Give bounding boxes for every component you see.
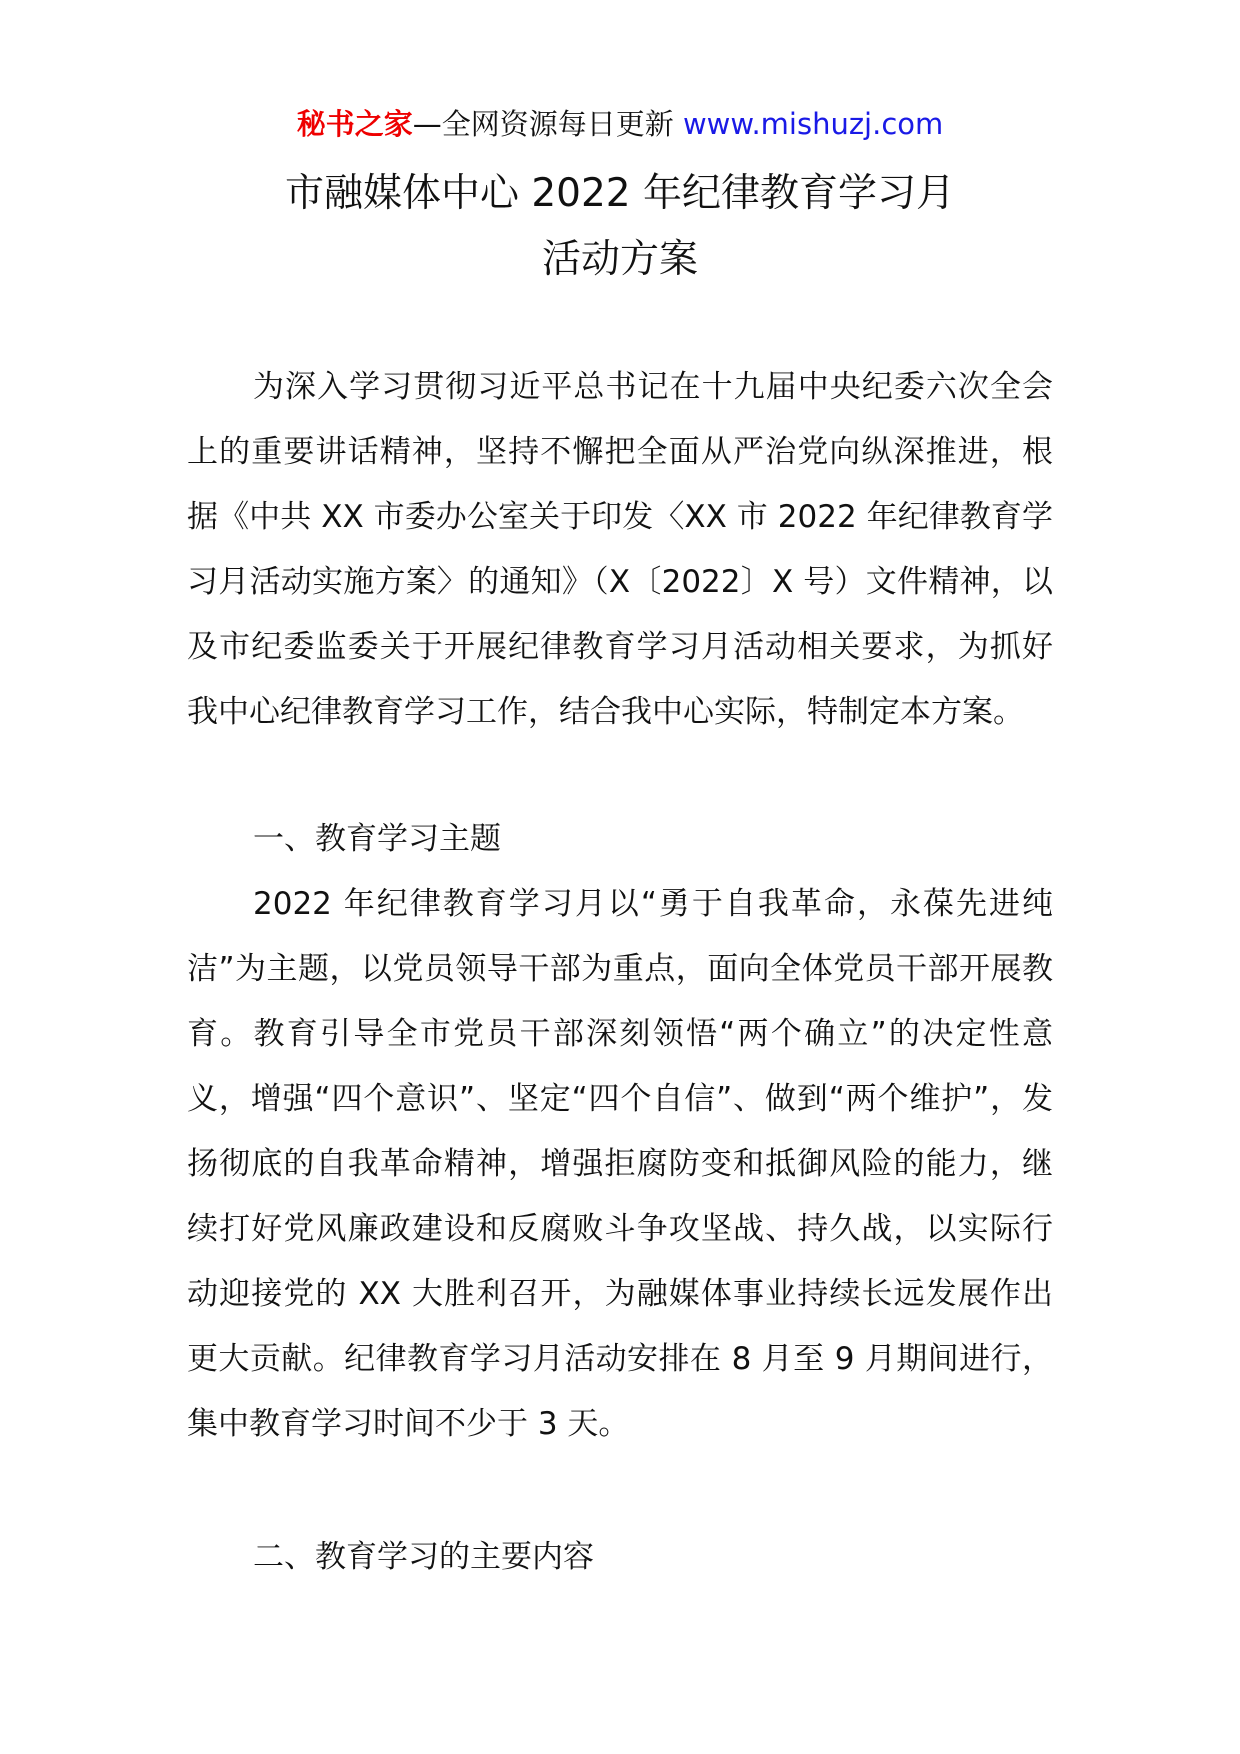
body-paragraph-intro: 为深入学习贯彻习近平总书记在十九届中央纪委六次全会上的重要讲话精神，坚持不懈把全面从严治党向纵深推进，根据《中共 XX 市委办公室关于印发〈XX 市 2022 年纪律教育学习月活动实施方案〉的通知》（X〔2022〕X 号）文件精神，以及市纪委监委关于开展纪律教育学习月活动相关要求，为抓好我中心纪律教育学习工作，结合我中心实际，特制定本方案。 (187, 369, 1053, 730)
section-heading-2: 二、教育学习的主要内容 (253, 1539, 594, 1575)
header-slogan: —全网资源每日更新 (412, 107, 683, 141)
header-brand: 秘书之家 (296, 107, 413, 141)
body-paragraph-theme: 2022 年纪律教育学习月以“勇于自我革命，永葆先进纯洁”为主题，以党员领导干部为重点，面向全体党员干部开展教育。教育引导全市党员干部深刻领悟“两个确立”的决定性意义，增强“四个意识”、坚定“四个自信”、做到“两个维护”，发扬彻底的自我革命精神，增强拒腐防变和抵御风险的能力，继续打好党风廉政建设和反腐败斗争攻坚战、持久战，以实际行动迎接党的 XX 大胜利召开，为融媒体事业持续长远发展作出更大贡献。纪律教育学习月活动安排在 8 月至 9 月期间进行，集中教育学习时间不少于 3 天。 (187, 886, 1053, 1442)
document-title-line2: 活动方案 (541, 237, 698, 282)
document-title-line1: 市融媒体中心 2022 年纪律教育学习月 (284, 171, 956, 216)
header-banner (0, 104, 1240, 144)
section-heading-1: 一、教育学习主题 (253, 821, 501, 857)
header-url-link[interactable]: www.mishuzj.com (682, 107, 944, 141)
